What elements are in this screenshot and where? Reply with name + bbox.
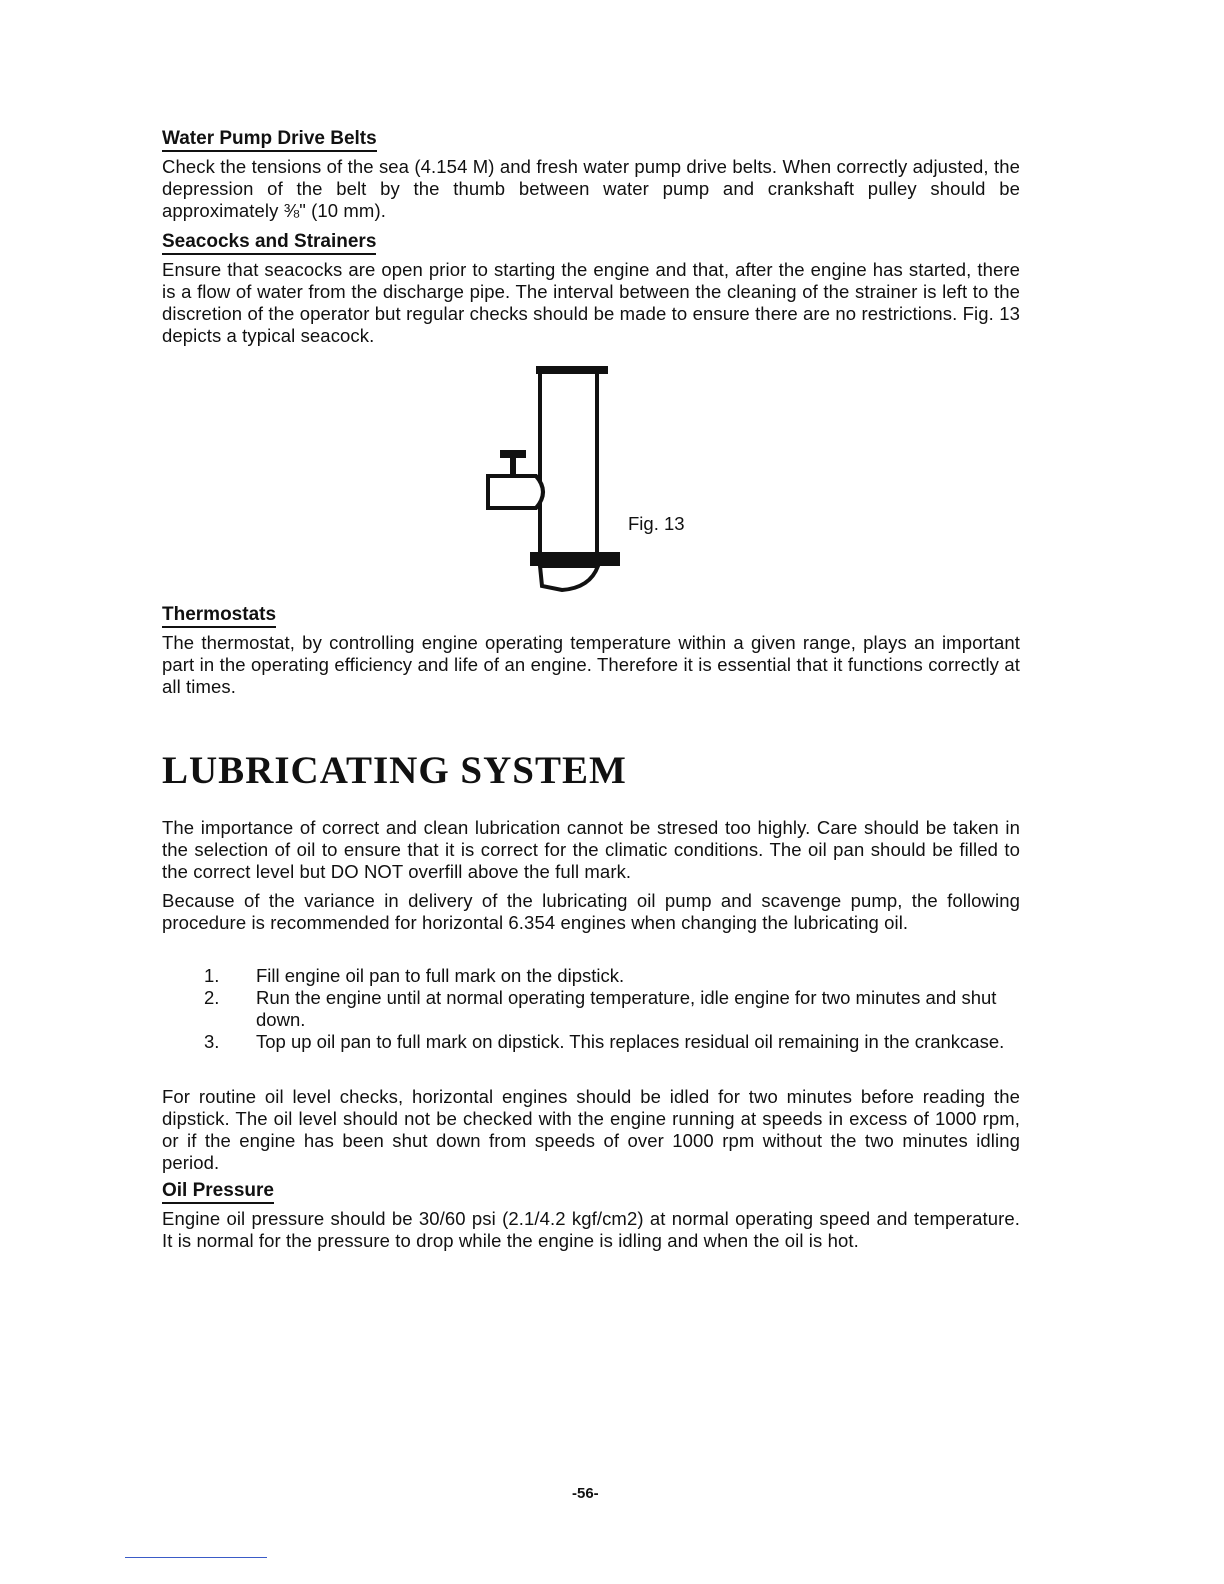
step-text: Run the engine until at normal operating temperature, idle engine for two minutes and shut down. (256, 987, 997, 1030)
seacocks-section (162, 231, 1020, 347)
water-pump-body: Check the tensions of the sea (4.154 M) and fresh water pump drive belts. When correctly adjusted, the depression of the belt by the thumb between water pump and crankshaft pulley should be approximately ⅜" (10 mm). (162, 156, 1020, 221)
thermostats-body: The thermostat, by controlling engine operating temperature within a given range, plays an important part in the operating efficiency and life of an engine. Therefore it is essential that it functions correctly at all times. (162, 632, 1020, 697)
seacock-diagram (480, 362, 625, 592)
step-number: 3. (204, 1031, 220, 1052)
routine-checks-text: For routine oil level checks, horizontal engines should be idled for two minutes before reading the dipstick. The oil level should not be checked with the engine running at speeds in excess of 1000 rpm, or if the engine has been shut down from speeds of over 1000 rpm without the two minutes idling period. (162, 1086, 1020, 1173)
strainer-bowl (540, 566, 598, 590)
list-item (162, 1031, 1020, 1053)
figure-label: Fig. 13 (628, 513, 685, 534)
lubricating-intro-block (162, 813, 1020, 883)
oil-pressure-section (162, 1180, 1020, 1252)
procedure-steps (162, 965, 1020, 1053)
page-number: -56- (572, 1485, 599, 1502)
pipe-top-flange (536, 366, 608, 374)
procedure-intro-block (162, 886, 1020, 934)
water-pump-title: Water Pump Drive Belts (162, 128, 377, 152)
step-number: 2. (204, 987, 220, 1008)
step-number: 1. (204, 965, 220, 986)
list-item (162, 987, 1020, 1031)
valve-body (488, 476, 543, 508)
water-pump-section (162, 128, 1020, 222)
footer-rule (125, 1557, 267, 1558)
step-text: Fill engine oil pan to full mark on the dipstick. (256, 965, 625, 986)
routine-block (162, 1082, 1020, 1174)
list-item (162, 965, 1020, 987)
pipe-bottom-flange (530, 552, 620, 560)
step-text: Top up oil pan to full mark on dipstick. This replaces residual oil remaining in the crankcase. (256, 1031, 1005, 1052)
thermostats-title: Thermostats (162, 604, 276, 628)
oil-pressure-body: Engine oil pressure should be 30/60 psi (2.1/4.2 kgf/cm2) at normal operating speed and temperature. It is normal for the pressure to drop while the engine is idling and when the oil is hot. (162, 1208, 1020, 1251)
lubricating-heading: LUBRICATING SYSTEM (162, 749, 627, 792)
procedure-intro: Because of the variance in delivery of the lubricating oil pump and scavenge pump, the following procedure is recommended for horizontal 6.354 engines when changing the lubricating oil. (162, 890, 1020, 933)
lubricating-intro: The importance of correct and clean lubrication cannot be stresed too highly. Care should be taken in the selection of oil to ensure that it is correct for the climatic conditions. The oil pan should be filled to the correct level but DO NOT overfill above the full mark. (162, 817, 1020, 882)
seacocks-body: Ensure that seacocks are open prior to starting the engine and that, after the engine has started, there is a flow of water from the discharge pipe. The interval between the cleaning of the strainer is left to the discretion of the operator but regular checks should be made to ensure there are no restrictions. Fig. 13 depicts a typical seacock. (162, 259, 1020, 346)
valve-handle (500, 450, 526, 458)
seacocks-title: Seacocks and Strainers (162, 231, 376, 255)
oil-pressure-title: Oil Pressure (162, 1180, 274, 1204)
valve-stem (510, 458, 516, 476)
thermostats-section (162, 604, 1020, 698)
